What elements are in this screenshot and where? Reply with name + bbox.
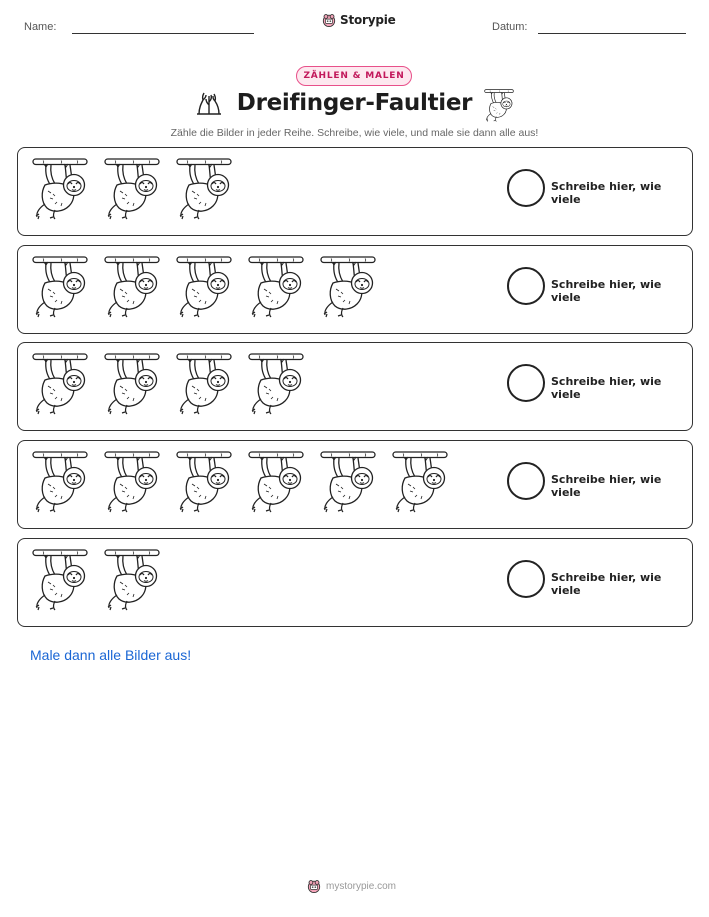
sloth-icon bbox=[482, 88, 516, 122]
counting-row bbox=[17, 538, 693, 627]
sloth-on-branch-icon[interactable] bbox=[175, 156, 233, 220]
answer-circle[interactable] bbox=[507, 364, 545, 402]
sloth-on-branch-icon[interactable] bbox=[31, 254, 89, 318]
sloth-on-branch-icon[interactable] bbox=[175, 449, 233, 513]
sloth-on-branch-icon[interactable] bbox=[247, 449, 305, 513]
answer-circle[interactable] bbox=[507, 267, 545, 305]
sloth-on-branch-icon[interactable] bbox=[319, 449, 377, 513]
sloth-on-branch-icon[interactable] bbox=[103, 351, 161, 415]
picture-group bbox=[31, 449, 449, 513]
answer-label: Schreibe hier, wie viele bbox=[551, 375, 662, 402]
counting-rows bbox=[17, 147, 693, 635]
answer-label: Schreibe hier, wie viele bbox=[551, 473, 662, 500]
sloth-on-branch-icon[interactable] bbox=[31, 547, 89, 611]
worksheet-header bbox=[0, 0, 709, 50]
page-title: Dreifinger-Faultier bbox=[236, 90, 473, 116]
sloth-on-branch-icon[interactable] bbox=[103, 254, 161, 318]
coloring-instruction: Male dann alle Bilder aus! bbox=[30, 647, 192, 663]
sloth-on-branch-icon[interactable] bbox=[247, 254, 305, 318]
sloth-on-branch-icon[interactable] bbox=[31, 156, 89, 220]
sloth-on-branch-icon[interactable] bbox=[319, 254, 377, 318]
answer-label: Schreibe hier, wie viele bbox=[551, 180, 662, 206]
storypie-logo-icon bbox=[322, 13, 336, 27]
picture-group bbox=[31, 351, 305, 415]
answer-label: Schreibe hier, wie viele bbox=[551, 570, 662, 597]
answer-circle[interactable] bbox=[507, 169, 545, 207]
answer-label: Schreibe hier, wie viele bbox=[551, 277, 662, 304]
storypie-logo-icon bbox=[307, 879, 321, 893]
answer-circle[interactable] bbox=[507, 462, 545, 500]
sloth-on-branch-icon[interactable] bbox=[103, 547, 161, 611]
sloth-on-branch-icon[interactable] bbox=[103, 156, 161, 220]
subtitle: Zähle die Bilder in jeder Reihe. Schreibe, wie viele, und male sie dann alle aus! bbox=[170, 127, 539, 139]
sloth-on-branch-icon[interactable] bbox=[175, 351, 233, 415]
name-line bbox=[72, 33, 254, 34]
brand-name: Storypie bbox=[340, 13, 396, 27]
date-label: Datum: bbox=[492, 21, 528, 33]
picture-group bbox=[31, 156, 233, 220]
picture-group bbox=[31, 547, 161, 611]
date-line bbox=[538, 33, 686, 34]
sloth-on-branch-icon[interactable] bbox=[103, 449, 161, 513]
counting-row bbox=[17, 342, 693, 431]
counting-row bbox=[17, 147, 693, 236]
title-row bbox=[0, 88, 709, 126]
sloth-on-branch-icon[interactable] bbox=[31, 449, 89, 513]
counting-row bbox=[17, 440, 693, 529]
footer bbox=[307, 879, 396, 893]
sloth-on-branch-icon[interactable] bbox=[31, 351, 89, 415]
answer-circle[interactable] bbox=[507, 560, 545, 598]
category-badge: ZÄHLEN & MALEN bbox=[296, 66, 412, 86]
counting-row bbox=[17, 245, 693, 334]
name-label: Name: bbox=[24, 21, 57, 33]
sloth-on-branch-icon[interactable] bbox=[391, 449, 449, 513]
sloth-on-branch-icon[interactable] bbox=[175, 254, 233, 318]
sloth-on-branch-icon[interactable] bbox=[247, 351, 305, 415]
brand bbox=[322, 13, 396, 27]
picture-group bbox=[31, 254, 377, 318]
footer-url: mystorypie.com bbox=[326, 880, 397, 892]
